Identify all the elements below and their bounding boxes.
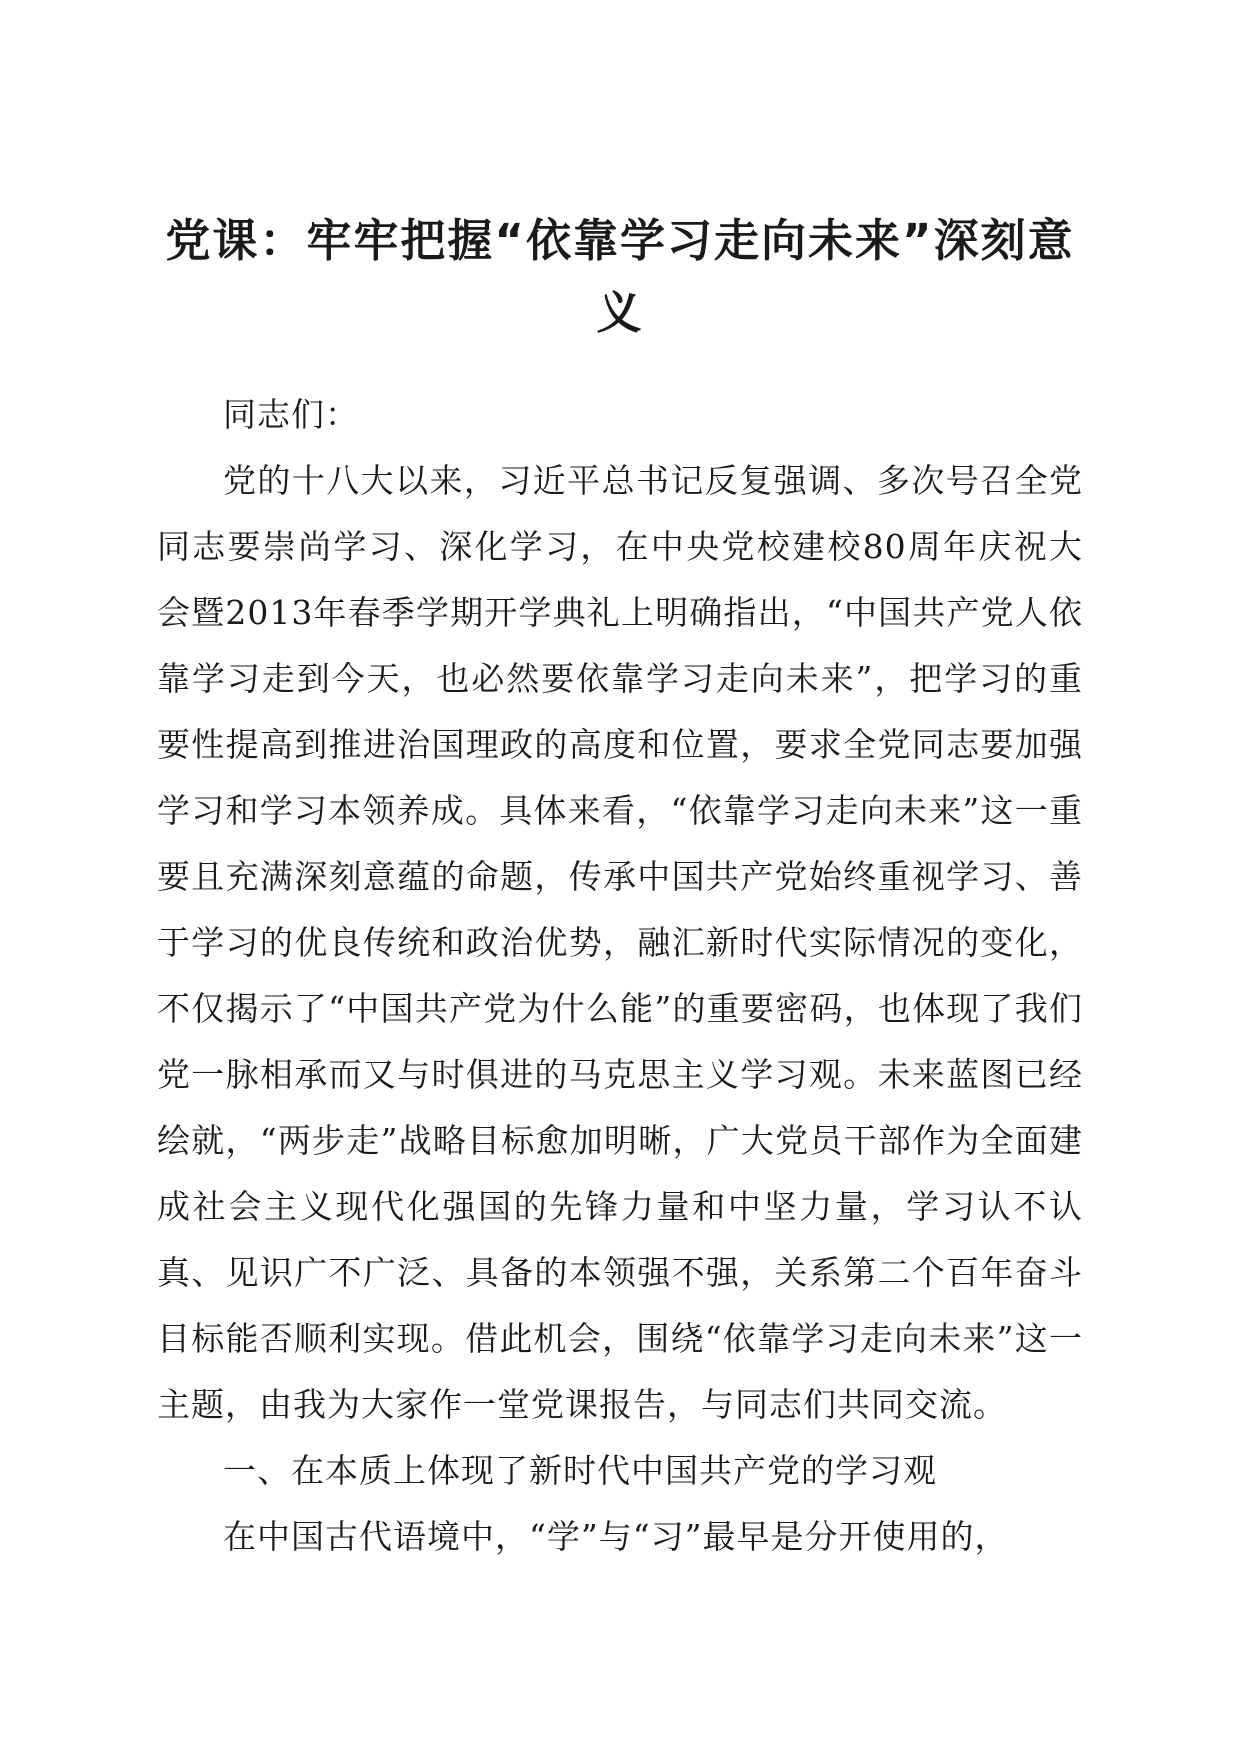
salutation: 同志们：	[223, 395, 359, 434]
document-body	[157, 382, 1083, 1570]
section-heading: 一、在本质上体现了新时代中国共产党的学习观	[223, 1451, 937, 1490]
body-paragraph: 在中国古代语境中，“学”与“习”最早是分开使用的，	[223, 1517, 1009, 1556]
document-page	[157, 0, 1083, 1754]
body-paragraph: 党的十八大以来，习近平总书记反复强调、多次号召全党同志要崇尚学习、深化学习，在中央党校建校80周年庆祝大会暨2013年春季学期开学典礼上明确指出，“中国共产党人依靠学习走到今天，也必然要依靠学习走向未来”，把学习的重要性提高到推进治国理政的高度和位置，要求全党同志要加强学习和学习本领养成。具体来看，“依靠学习走向未来”这一重要且充满深刻意蕴的命题，传承中国共产党始终重视学习、善于学习的优良传统和政治优势，融汇新时代实际情况的变化，不仅揭示了“中国共产党为什么能”的重要密码，也体现了我们党一脉相承而又与时俱进的马克思主义学习观。未来蓝图已经绘就，“两步走”战略目标愈加明晰，广大党员干部作为全面建成社会主义现代化强国的先锋力量和中坚力量，学习认不认真、见识广不广泛、具备的本领强不强，关系第二个百年奋斗目标能否顺利实现。借此机会，围绕“依靠学习走向未来”这一主题，由我为大家作一堂党课报告，与同志们共同交流。	[157, 461, 1083, 1424]
document-title: 党课：牢牢把握“依靠学习走向未来”深刻意义	[165, 214, 1075, 339]
